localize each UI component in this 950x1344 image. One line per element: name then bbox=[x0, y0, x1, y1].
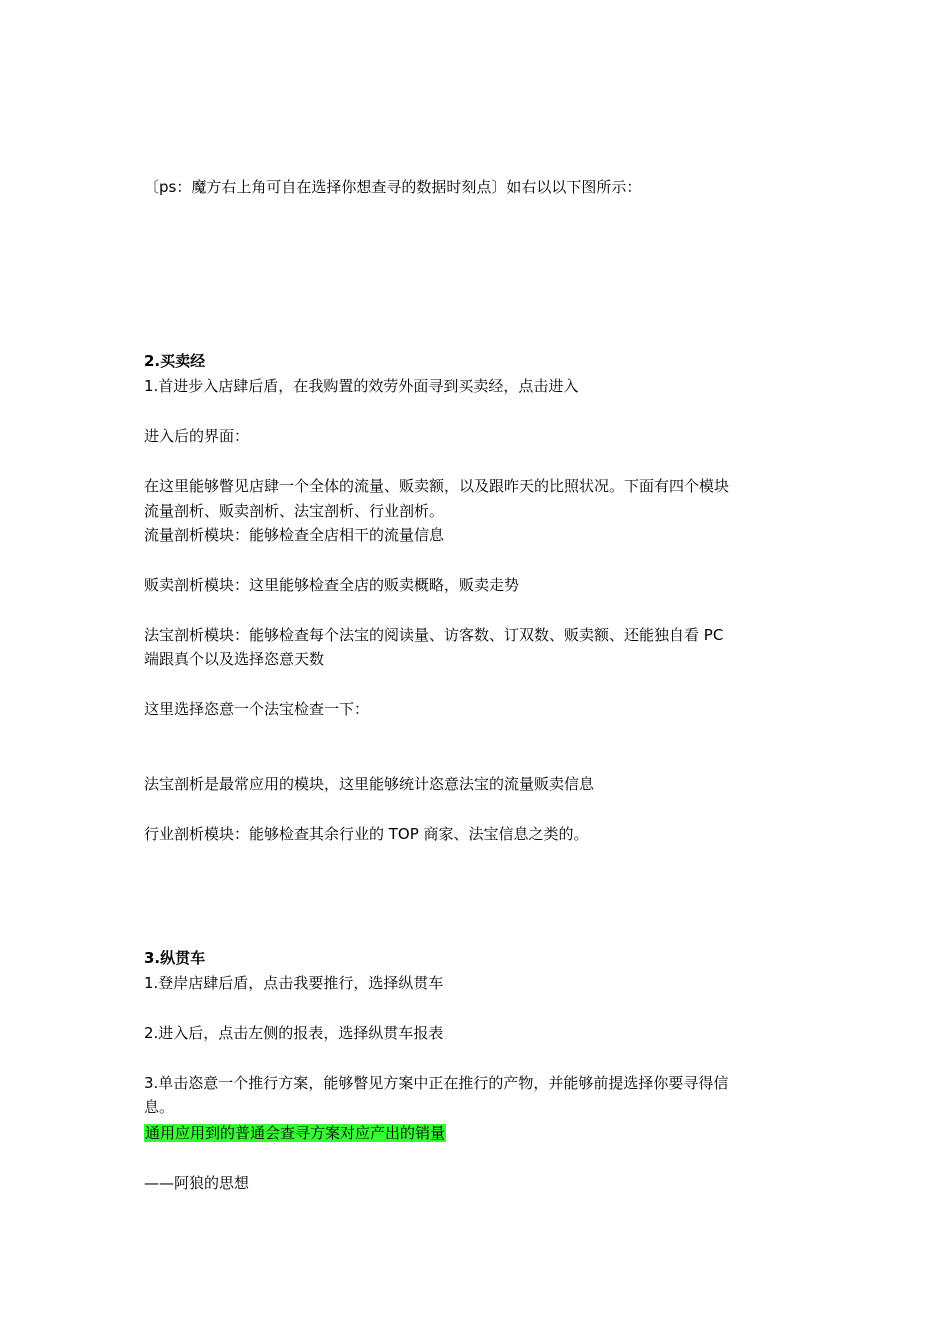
section-2-line-1: 1.首进步入店肆后盾，在我购置的效劳外面寻到买卖经，点击进入 bbox=[144, 377, 579, 395]
signature: ——阿狼的思想 bbox=[144, 1174, 250, 1192]
section-2-line-8: 端跟真个以及选择恣意天数 bbox=[144, 650, 325, 668]
section-2-line-7: 法宝剖析模块：能够检查每个法宝的阅读量、访客数、订双数、贩卖额、还能独自看 PC bbox=[144, 626, 724, 644]
highlighted-line bbox=[144, 1121, 446, 1146]
section-3-heading: 3.纵贯车 bbox=[144, 949, 206, 967]
section-2-line-2: 进入后的界面： bbox=[144, 427, 250, 445]
section-2-line-3: 在这里能够瞥见店肆一个全体的流量、贩卖额，以及跟昨天的比照状况。下面有四个模块 bbox=[144, 477, 730, 495]
section-2-line-6: 贩卖剖析模块：这里能够检查全店的贩卖概略，贩卖走势 bbox=[144, 576, 520, 594]
section-2-line-4: 流量剖析、贩卖剖析、法宝剖析、行业剖析。 bbox=[144, 502, 445, 520]
section-2-line-10: 法宝剖析是最常应用的模块，这里能够统计恣意法宝的流量贩卖信息 bbox=[144, 775, 595, 793]
section-3-line-2: 2.进入后，点击左侧的报表，选择纵贯车报表 bbox=[144, 1024, 444, 1042]
section-2-line-11: 行业剖析模块：能够检查其余行业的 TOP 商家、法宝信息之类的。 bbox=[144, 825, 589, 843]
highlighted-text: 通用应用到的普通会查寻方案对应产出的销量 bbox=[145, 1124, 446, 1142]
ps-note: 〔ps：魔方右上角可自在选择你想查寻的数据时刻点〕如右以以下图所示： bbox=[144, 178, 642, 196]
section-3-line-3: 3.单击恣意一个推行方案，能够瞥见方案中正在推行的产物，并能够前提选择你要寻得信 bbox=[144, 1074, 729, 1092]
section-3-line-1: 1.登岸店肆后盾，点击我要推行，选择纵贯车 bbox=[144, 974, 444, 992]
section-3-line-4: 息。 bbox=[144, 1098, 175, 1116]
section-2-line-5: 流量剖析模块：能够检查全店相干的流量信息 bbox=[144, 526, 445, 544]
section-2-heading: 2.买卖经 bbox=[144, 352, 206, 370]
section-2-line-9: 这里选择恣意一个法宝检查一下： bbox=[144, 700, 370, 718]
